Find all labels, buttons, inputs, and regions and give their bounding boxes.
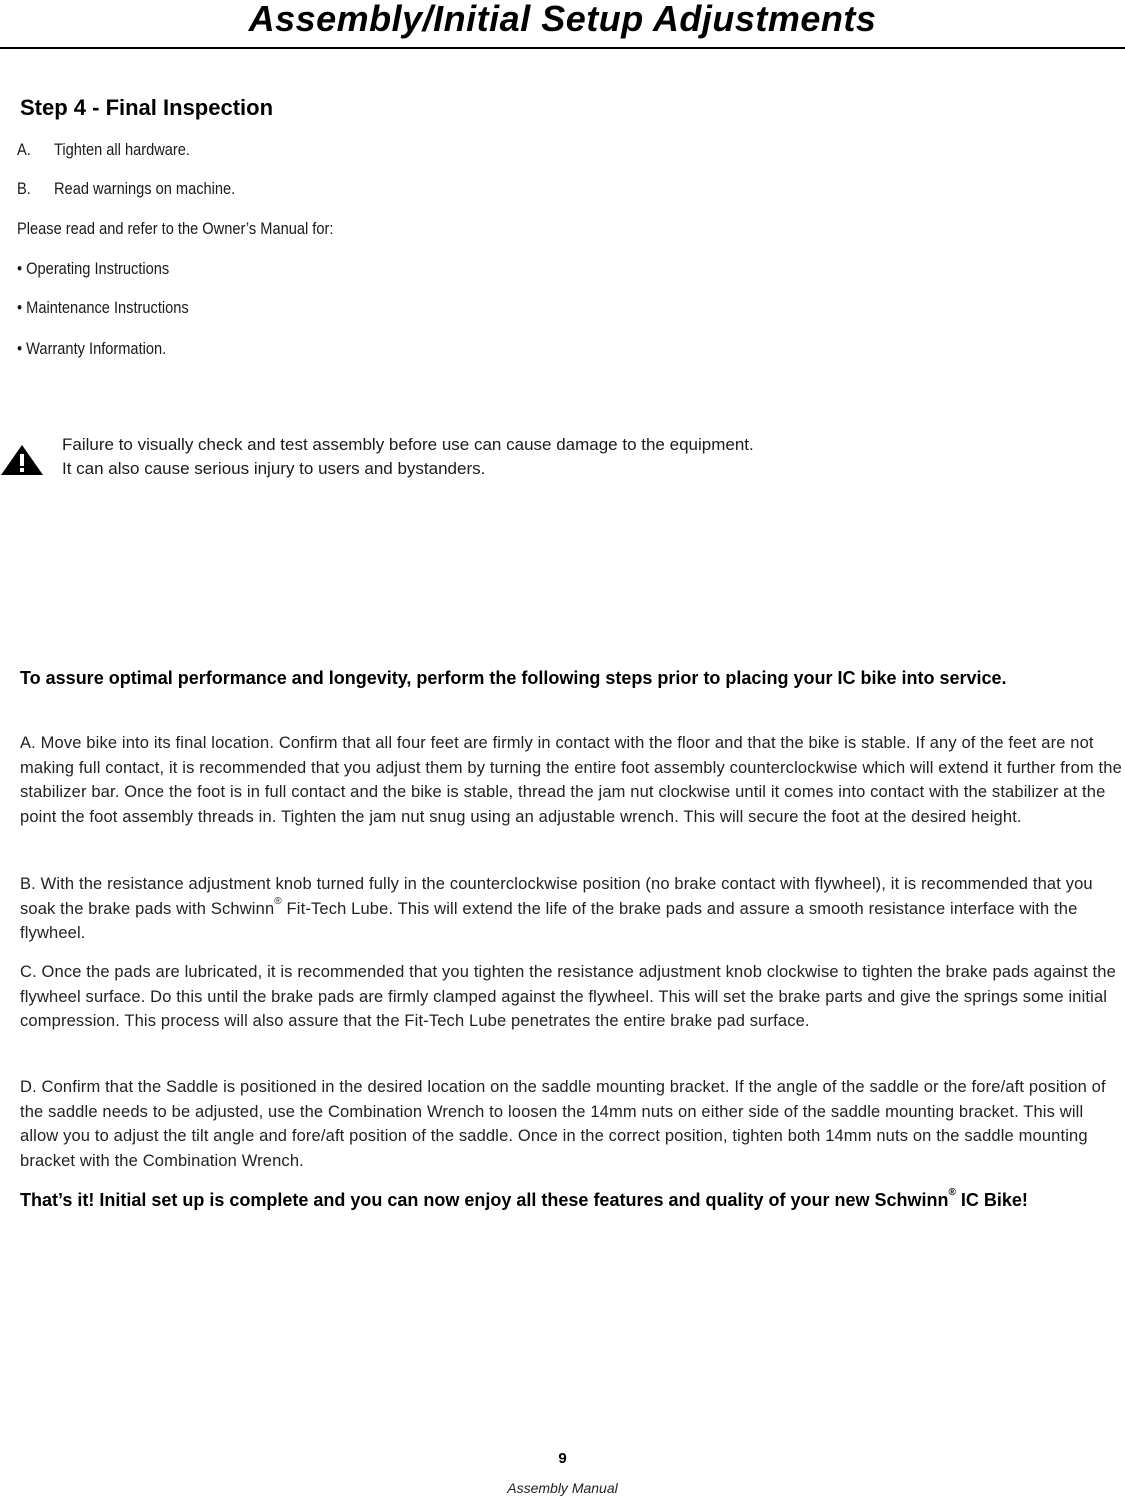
list-item: [17, 139, 212, 161]
title-divider: [0, 47, 1125, 49]
bullet-item: [17, 338, 191, 360]
warning-text: [62, 433, 754, 481]
bullet-item-text: • Warranty Information.: [17, 339, 167, 358]
closing-statement-end: IC Bike!: [955, 1190, 1028, 1210]
page-title: Assembly/Initial Setup Adjustments: [248, 0, 877, 39]
registered-mark: ®: [948, 1187, 956, 1198]
bullet-item: [17, 297, 217, 319]
list-item-text: Read warnings on machine.: [54, 179, 236, 198]
performance-intro: To assure optimal performance and longevity, perform the following steps prior to placing your IC bike into service.: [20, 668, 1007, 688]
bullet-item-text: • Maintenance Instructions: [17, 298, 189, 317]
paragraph-a: A. Move bike into its final location. Confirm that all four feet are firmly in contact with the floor and that the bike is stable. If any of the feet are not making full contact, it is recommended that you adjust them by turning the entire foot assembly counterclockwise which will extend it further from the stabilizer bar. Once the foot is in full contact and the bike is stable, thread the jam nut clockwise until it comes into contact with the stabilizer at the point the foot assembly threads in. Tighten the jam nut snug using an adjustable wrench. This will secure the foot at the desired height.: [20, 734, 1122, 826]
list-item-text: Tighten all hardware.: [54, 140, 190, 159]
refer-text-content: Please read and refer to the Owner’s Manual for:: [17, 219, 334, 238]
step-heading: Step 4 - Final Inspection: [20, 95, 274, 120]
bullet-item-text: • Operating Instructions: [17, 259, 170, 278]
warning-triangle-icon: [0, 444, 44, 476]
closing-statement: [20, 1188, 1120, 1213]
list-item: [17, 178, 265, 200]
list-item-marker: B.: [17, 179, 31, 198]
paragraph-b: [20, 872, 1123, 946]
list-item-marker: A.: [17, 140, 31, 159]
footer-label: Assembly Manual: [507, 1480, 618, 1496]
page-number: 9: [558, 1450, 567, 1467]
paragraph-b-start: B. With the resistance adjustment knob turned fully in the counterclockwise position (no brake contact with flywheel), it is recommended that you soak the brake pads with Schwinn: [20, 875, 1093, 918]
paragraph-c: C. Once the pads are lubricated, it is recommended that you tighten the resistance adjustment knob clockwise to tighten the brake pads against the flywheel surface. Do this until the brake pads are firmly clamped against the flywheel. This will set the brake parts and give the springs some initial compression. This process will also assure that the Fit-Tech Lube penetrates the entire brake pad surface.: [20, 963, 1116, 1030]
paragraph-b-end: Fit-Tech Lube. This will extend the life of the brake pads and assure a smooth resistance interface with the flywheel.: [20, 899, 1078, 942]
paragraph-d: D. Confirm that the Saddle is positioned in the desired location on the saddle mounting bracket. If the angle of the saddle or the fore/aft position of the saddle needs to be adjusted, use the Combination Wrench to loosen the 14mm nuts on either side of the saddle mounting bracket. This will allow you to adjust the tilt angle and fore/aft position of the saddle. Once in the correct position, tighten both 14mm nuts on the saddle mounting bracket with the Combination Wrench.: [20, 1078, 1106, 1170]
bullet-item: [17, 258, 194, 280]
registered-mark: ®: [274, 895, 282, 907]
closing-statement-start: That’s it! Initial set up is complete and you can now enjoy all these features and quality of your new Schwinn: [20, 1190, 949, 1210]
warning-line: It can also cause serious injury to users and bystanders.: [62, 459, 486, 478]
refer-text: [17, 218, 385, 240]
warning-line: Failure to visually check and test assembly before use can cause damage to the equipment.: [62, 435, 754, 454]
